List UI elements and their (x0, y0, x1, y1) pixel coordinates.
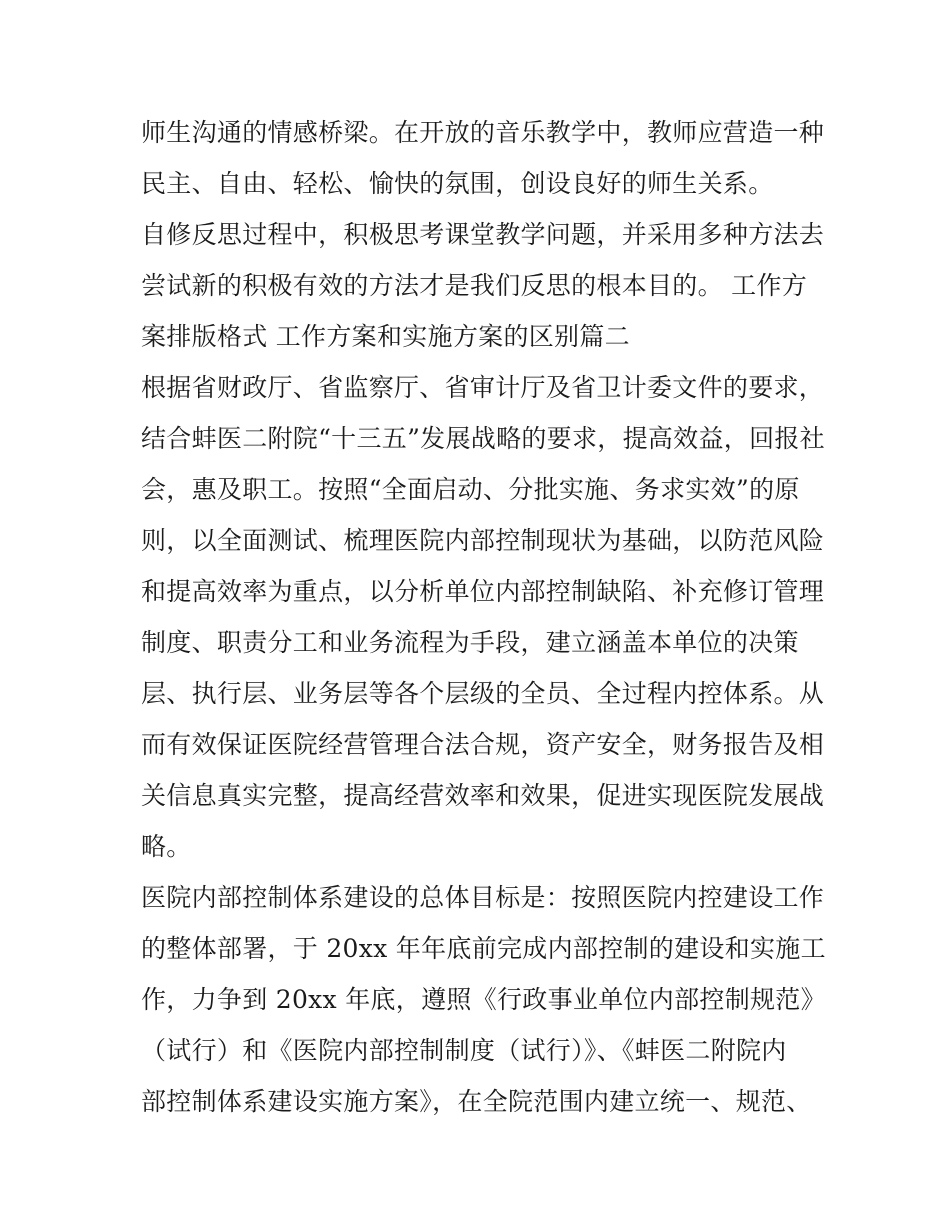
text-line-4: 尝试新的积极有效的方法才是我们反思的根本目的。 工作方 (141, 271, 808, 300)
document-body (141, 107, 826, 1127)
text-line-10: 和提高效率为重点，以分析单位内部控制缺陷、补充修订管理 (141, 577, 825, 606)
text-line-8: 会，惠及职工。按照“全面启动、分批实施、务求实效”的原 (141, 475, 800, 504)
text-line-20: 部控制体系建设实施方案》，在全院范围内建立统一、规范、 (141, 1087, 812, 1116)
text-line-18: 作，力争到 20xx 年底，遵照《行政事业单位内部控制规范》 (141, 985, 826, 1014)
text-line-3: 自修反思过程中，积极思考课堂教学问题，并采用多种方法去 (141, 220, 825, 249)
text-line-1: 师生沟通的情感桥梁。在开放的音乐教学中，教师应营造一种 (141, 118, 825, 147)
text-line-11: 制度、职责分工和业务流程为手段，建立涵盖本单位的决策 (141, 628, 799, 657)
text-line-17: 的整体部署，于 20xx 年年底前完成内部控制的建设和实施工 (141, 934, 826, 963)
text-line-2: 民主、自由、轻松、愉快的氛围，创设良好的师生关系。 (141, 169, 774, 198)
text-line-12: 层、执行层、业务层等各个层级的全员、全过程内控体系。从 (141, 679, 825, 708)
text-line-6: 根据省财政厅、省监察厅、省审计厅及省卫计委文件的要求， (141, 373, 825, 402)
text-line-13: 而有效保证医院经营管理合法合规，资产安全，财务报告及相 (141, 730, 825, 759)
text-line-14: 关信息真实完整，提高经营效率和效果，促进实现医院发展战 (141, 781, 825, 810)
text-line-9: 则，以全面测试、梳理医院内部控制现状为基础，以防范风险 (141, 526, 825, 555)
text-line-19: （试行）和《医院内部控制制度（试行）》、《蚌医二附院内 (141, 1036, 787, 1065)
text-line-15: 略。 (141, 832, 192, 861)
text-line-16: 医院内部控制体系建设的总体目标是：按照医院内控建设工作 (141, 883, 825, 912)
text-line-5: 案排版格式 工作方案和实施方案的区别篇二 (141, 322, 630, 351)
text-line-7: 结合蚌医二附院“十三五”发展战略的要求，提高效益，回报社 (141, 424, 825, 453)
